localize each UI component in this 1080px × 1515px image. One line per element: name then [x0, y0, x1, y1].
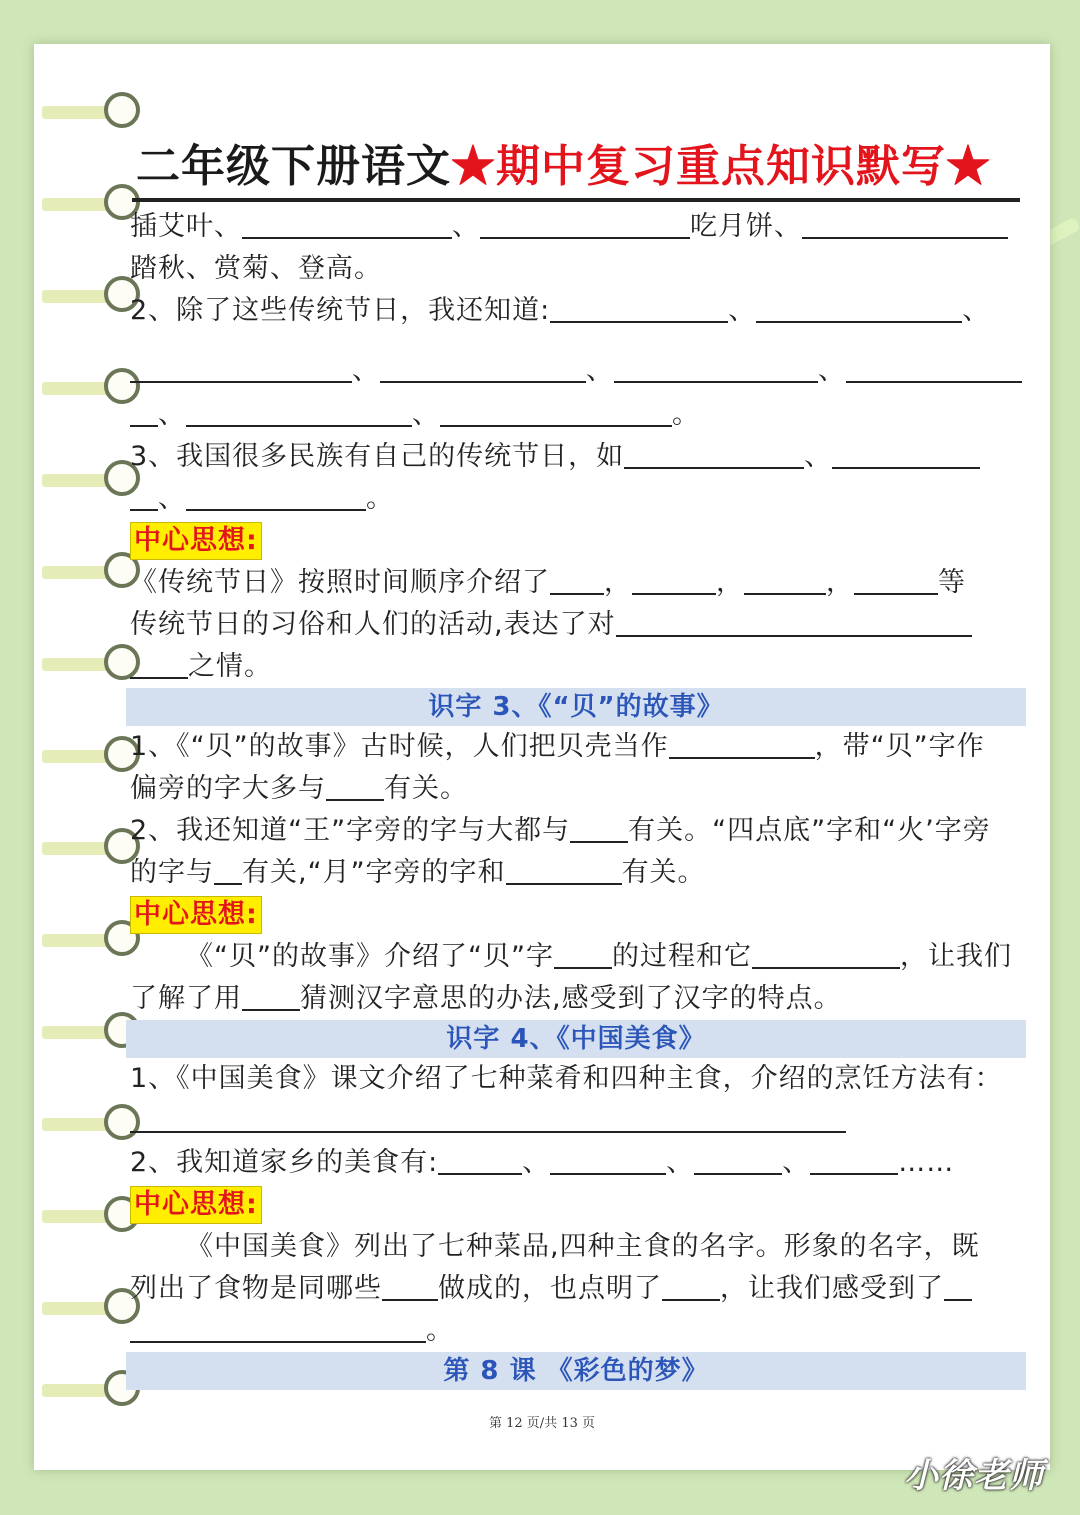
answer-blank[interactable]	[130, 1313, 426, 1343]
question-line	[130, 1310, 1026, 1352]
question-text: 、	[586, 355, 614, 386]
question-line	[130, 1100, 1026, 1142]
binder-ring-icon	[34, 274, 144, 320]
question-line	[130, 394, 1026, 436]
question-text: 2、我还知道“王”字旁的字与大都与	[130, 815, 571, 846]
question-text: 之情。	[188, 651, 272, 682]
title-main: 二年级下册语文	[136, 141, 451, 192]
section-header: 第 8 课 《彩色的梦》	[126, 1352, 1026, 1390]
answer-blank[interactable]	[944, 1271, 972, 1301]
binder-ring-icon	[34, 366, 144, 412]
answer-blank[interactable]	[186, 397, 412, 427]
answer-blank[interactable]	[554, 939, 612, 969]
answer-blank[interactable]	[854, 565, 938, 595]
answer-blank[interactable]	[550, 293, 728, 323]
answer-blank[interactable]	[380, 353, 586, 383]
author-signature: 小徐老师	[904, 1456, 1044, 1496]
main-idea-label: 中心思想:	[130, 522, 262, 560]
answer-blank[interactable]	[242, 209, 452, 239]
question-text: 猜测汉字意思的办法,感受到了汉字的特点。	[300, 983, 842, 1014]
question-text: 、	[666, 1147, 695, 1178]
answer-blank[interactable]	[440, 397, 672, 427]
answer-blank[interactable]	[832, 439, 980, 469]
question-text: 《“贝”的故事》介绍了“贝”字	[186, 941, 554, 972]
question-text: 了解了用	[130, 983, 242, 1014]
answer-blank[interactable]	[130, 649, 188, 679]
question-text: ，带“贝”字作	[814, 731, 985, 762]
question-text: 、	[158, 399, 186, 430]
question-text: 、	[352, 355, 380, 386]
question-text: 偏旁的字大多与	[130, 773, 326, 804]
question-text: 《传统节日》按照时间顺序介绍了	[130, 567, 550, 598]
question-text: 有关。“四点底”字和“火’字旁	[628, 815, 991, 846]
section-header: 识字 4、《中国美食》	[126, 1020, 1026, 1058]
question-line	[130, 562, 1026, 604]
question-line	[130, 768, 1026, 810]
question-text: 2、我知道家乡的美食有:	[130, 1147, 439, 1178]
question-line	[130, 1058, 1026, 1100]
answer-blank[interactable]	[744, 565, 826, 595]
answer-blank[interactable]	[506, 855, 622, 885]
answer-blank[interactable]	[756, 293, 962, 323]
question-line	[130, 936, 1026, 978]
binder-ring-icon	[34, 90, 144, 136]
question-text: 、	[804, 441, 833, 472]
question-line	[130, 478, 1026, 520]
binder-ring-icon	[34, 1102, 144, 1148]
main-idea-label: 中心思想:	[130, 896, 262, 934]
question-line	[130, 604, 1026, 646]
question-text: 《中国美食》列出了七种菜品,四种主食的名字。形象的名字，既	[186, 1231, 980, 1262]
answer-blank[interactable]	[570, 813, 628, 843]
question-line	[130, 810, 1026, 852]
question-text: 传统节日的习俗和人们的活动,表达了对	[130, 609, 616, 640]
binder-ring-icon	[34, 1286, 144, 1332]
question-text: 。	[672, 399, 700, 430]
section-header: 识字 3、《“贝”的故事》	[126, 688, 1026, 726]
question-text: ，	[604, 567, 632, 598]
question-text: 的过程和它	[611, 941, 752, 972]
answer-blank[interactable]	[242, 981, 300, 1011]
answer-blank[interactable]	[810, 1145, 898, 1175]
question-text: 3、我国很多民族有自己的传统节日，如	[130, 441, 625, 472]
main-idea-tag	[130, 894, 1026, 936]
page-title	[136, 130, 1026, 194]
answer-blank[interactable]	[624, 439, 804, 469]
answer-blank[interactable]	[632, 565, 716, 595]
main-idea-tag	[130, 520, 1026, 562]
answer-blank[interactable]	[802, 209, 1008, 239]
answer-blank[interactable]	[694, 1145, 782, 1175]
question-text: 有关。	[621, 857, 706, 888]
question-text: 2、除了这些传统节日，我还知道:	[130, 295, 551, 326]
answer-blank[interactable]	[130, 397, 158, 427]
question-text: 等	[938, 567, 966, 598]
question-text: ，让我们感受到了	[720, 1273, 944, 1304]
question-text: 插艾叶、	[130, 211, 242, 242]
question-text: 、	[452, 211, 480, 242]
question-text: 、	[728, 295, 757, 326]
question-text: 的字与	[130, 857, 214, 888]
binder-ring-icon	[34, 182, 144, 228]
question-text: 有关,“月”字旁的字和	[242, 857, 506, 888]
question-text: 。	[426, 1315, 454, 1346]
answer-blank[interactable]	[438, 1145, 522, 1175]
title-highlight: ★期中复习重点知识默写★	[451, 141, 991, 192]
answer-blank[interactable]	[614, 353, 818, 383]
answer-blank[interactable]	[616, 607, 972, 637]
question-text: 。	[366, 483, 394, 514]
answer-blank[interactable]	[550, 1145, 666, 1175]
question-line	[130, 248, 1026, 290]
binder-ring-icon	[34, 734, 144, 780]
question-line	[130, 290, 1026, 332]
question-line	[130, 332, 1026, 394]
question-line	[130, 436, 1026, 478]
question-text: 列出了食物是同哪些	[130, 1273, 382, 1304]
question-text: 、	[522, 1147, 551, 1178]
question-text: 、	[782, 1147, 811, 1178]
answer-blank[interactable]	[326, 771, 384, 801]
answer-blank[interactable]	[550, 565, 604, 595]
question-line	[130, 1226, 1026, 1268]
binder-ring-icon	[34, 826, 144, 872]
answer-blank[interactable]	[846, 353, 1022, 383]
binder-ring-icon	[34, 550, 144, 596]
worksheet-content	[130, 130, 1026, 1390]
question-text: 吃月饼、	[690, 211, 802, 242]
answer-blank[interactable]	[214, 855, 242, 885]
answer-blank[interactable]	[130, 481, 158, 511]
binder-ring-icon	[34, 642, 144, 688]
question-line	[130, 978, 1026, 1020]
question-text: ……	[898, 1147, 955, 1178]
binder-ring-icon	[34, 1194, 144, 1240]
answer-blank[interactable]	[186, 481, 366, 511]
question-line	[130, 1142, 1026, 1184]
answer-blank[interactable]	[480, 209, 690, 239]
question-line	[130, 1268, 1026, 1310]
question-text: 1、《“贝”的故事》古时候，人们把贝壳当作	[130, 731, 669, 762]
question-line	[130, 646, 1026, 688]
answer-blank[interactable]	[130, 353, 352, 383]
binder-ring-icon	[34, 918, 144, 964]
answer-blank[interactable]	[662, 1271, 720, 1301]
answer-blank[interactable]	[130, 1103, 846, 1133]
question-line	[130, 206, 1026, 248]
question-text: ，	[716, 567, 744, 598]
main-idea-label: 中心思想:	[130, 1186, 262, 1224]
question-text: 踏秋、赏菊、登高。	[130, 253, 382, 284]
answer-blank[interactable]	[382, 1271, 438, 1301]
answer-blank[interactable]	[752, 939, 900, 969]
question-text: 、	[158, 483, 186, 514]
title-underline	[132, 198, 1020, 202]
question-text: 做成的，也点明了	[438, 1273, 662, 1304]
main-idea-tag	[130, 1184, 1026, 1226]
question-text: 、	[818, 355, 846, 386]
question-text: ，	[826, 567, 854, 598]
question-text: 、	[962, 295, 991, 326]
question-line	[130, 726, 1026, 768]
question-text: 、	[412, 399, 440, 430]
question-line	[130, 852, 1026, 894]
answer-blank[interactable]	[669, 729, 815, 759]
page-number: 第 12 页/共 13 页	[489, 1416, 595, 1431]
question-text: 有关。	[384, 773, 468, 804]
binder-ring-icon	[34, 458, 144, 504]
question-text: ，让我们	[899, 941, 1012, 972]
question-text: 1、《中国美食》课文介绍了七种菜肴和四种主食，介绍的烹饪方法有：	[130, 1063, 1003, 1094]
